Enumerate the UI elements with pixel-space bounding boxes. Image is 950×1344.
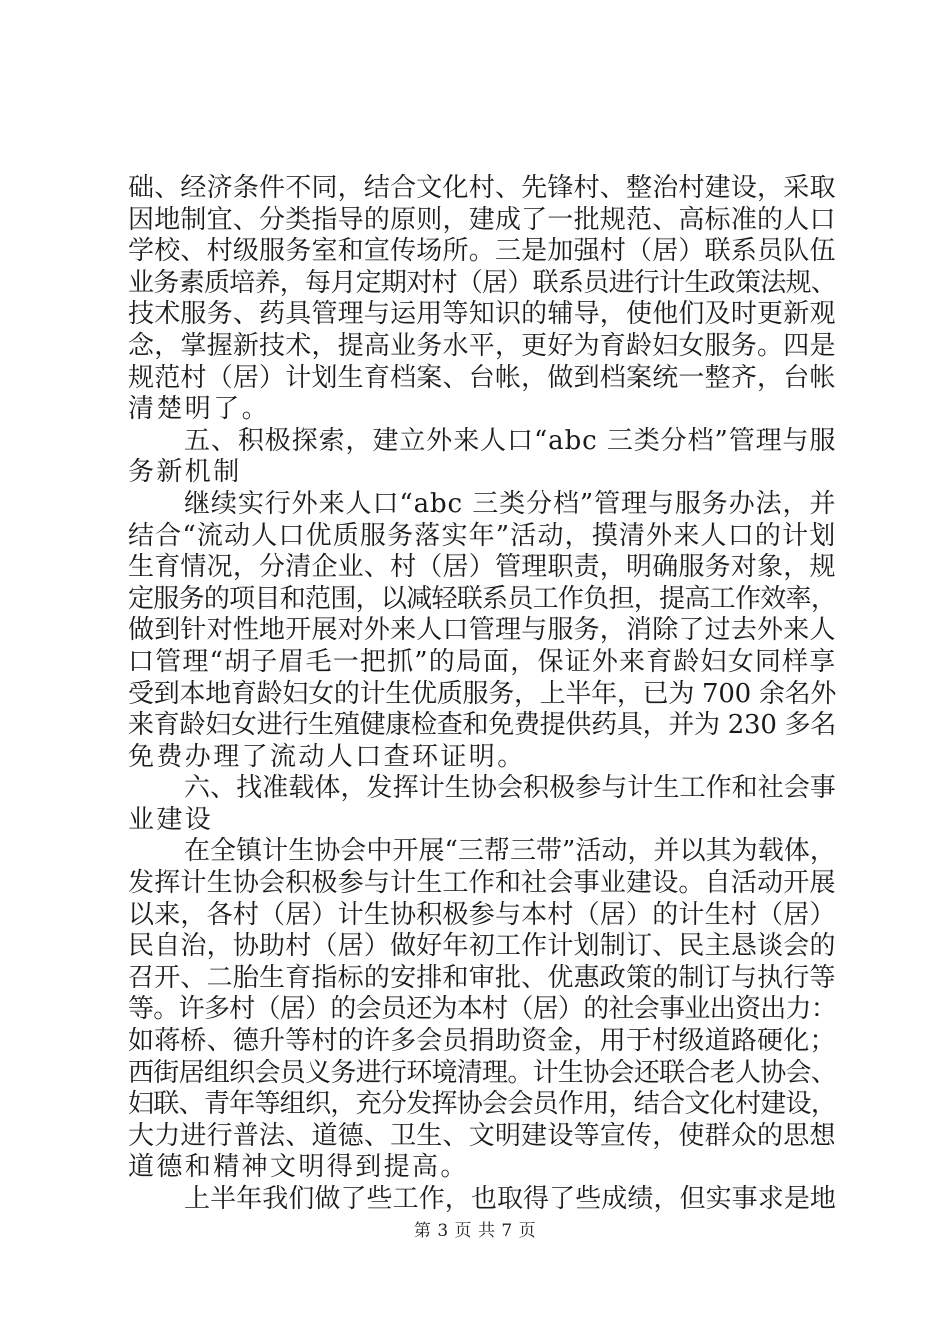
text-line: 念，掌握新技术，提高业务水平，更好为育龄妇女服务。四是: [128, 330, 836, 361]
text-line: 做到针对性地开展对外来人口管理与服务，消除了过去外来人: [128, 615, 836, 646]
text-line: 口管理“胡子眉毛一把抓”的局面，保证外来育龄妇女同样享: [128, 646, 837, 677]
text-line: 受到本地育龄妇女的计生优质服务，上半年，已为 700 余名外: [128, 678, 837, 709]
text-line: 上半年我们做了些工作，也取得了些成绩，但实事求是地: [184, 1184, 837, 1214]
text-line: 技术服务、药具管理与运用等知识的辅导，使他们及时更新观: [128, 299, 836, 330]
text-line: 因地制宜、分类指导的原则，建成了一批规范、高标准的人口: [128, 204, 836, 235]
text-line: 定服务的项目和范围，以减轻联系员工作负担，提高工作效率，: [128, 583, 837, 614]
text-line: 务新机制: [128, 457, 242, 488]
text-line: 西街居组织会员义务进行环境清理。计生协会还联合老人协会、: [128, 1057, 837, 1088]
text-line: 业务素质培养，每月定期对村（居）联系员进行计生政策法规、: [128, 267, 837, 298]
text-line: 生育情况，分清企业、村（居）管理职责，明确服务对象，规: [128, 552, 836, 583]
text-line: 民自治，协助村（居）做好年初工作计划制订、民主恳谈会的: [128, 931, 836, 962]
text-line: 来育龄妇女进行生殖健康检查和免费提供药具，并为 230 多名: [128, 710, 837, 741]
text-line: 结合“流动人口优质服务落实年”活动，摸清外来人口的计划: [128, 520, 837, 551]
page-footer: 第 3 页 共 7 页: [413, 1221, 537, 1241]
text-line: 召开、二胎生育指标的安排和审批、优惠政策的制订与执行等: [128, 962, 836, 993]
text-line: 免费办理了流动人口查环证明。: [128, 741, 526, 772]
text-line: 如蒋桥、德升等村的许多会员捐助资金，用于村级道路硬化；: [128, 1026, 836, 1057]
text-line: 清楚明了。: [128, 394, 271, 425]
document-body: [128, 173, 836, 1216]
text-line: 发挥计生协会积极参与计生工作和社会事业建设。自活动开展: [128, 868, 836, 899]
text-line: 规范村（居）计划生育档案、台帐，做到档案统一整齐，台帐: [128, 362, 836, 393]
text-line: 在全镇计生协会中开展“三帮三带”活动，并以其为载体，: [184, 836, 836, 867]
text-line: 业建设: [128, 804, 214, 835]
text-line: 大力进行普法、道德、卫生、文明建设等宣传，使群众的思想: [128, 1120, 836, 1151]
text-line: 础、经济条件不同，结合文化村、先锋村、整治村建设，采取: [128, 173, 836, 203]
text-line: 五、积极探索，建立外来人口“abc 三类分档”管理与服: [184, 425, 837, 456]
text-line: 妇联、青年等组织，充分发挥协会会员作用，结合文化村建设，: [128, 1089, 837, 1120]
text-line: 道德和精神文明得到提高。: [128, 1152, 469, 1183]
text-line: 继续实行外来人口“abc 三类分档”管理与服务办法，并: [184, 488, 837, 519]
text-line: 以来，各村（居）计生协积极参与本村（居）的计生村（居）: [128, 899, 836, 930]
text-line: 六、找准载体，发挥计生协会积极参与计生工作和社会事: [184, 773, 837, 804]
text-line: 等。许多村（居）的会员还为本村（居）的社会事业出资出力：: [128, 994, 837, 1025]
text-line: 学校、村级服务室和宣传场所。三是加强村（居）联系员队伍: [128, 236, 836, 267]
